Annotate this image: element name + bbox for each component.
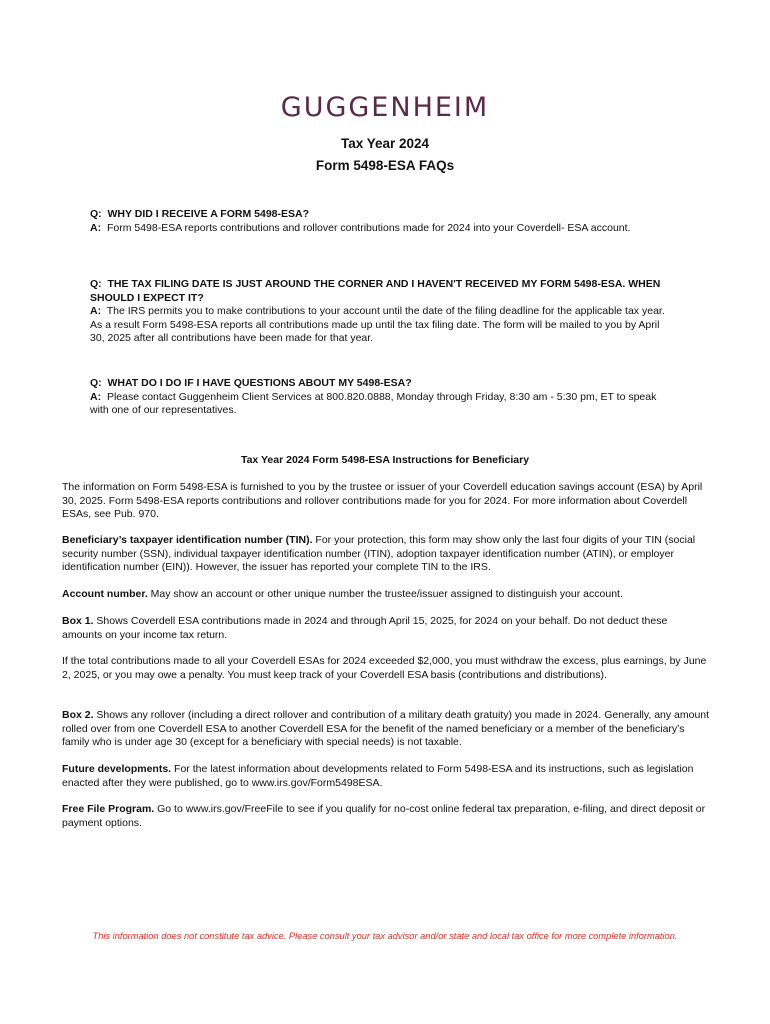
faq-question: Q: THE TAX FILING DATE IS JUST AROUND THE CORNER AND I HAVEN'T RECEIVED MY FORM 5498-ESA. WHEN SHOULD I EXPECT IT?	[90, 278, 661, 304]
instructions-tin: Beneficiary’s taxpayer identification number (TIN). For your protection, this form may show only the last four digits of your TIN (social security number (SSN), individual taxpayer identification number (ITIN), adoption taxpayer identification number (ATIN), or employer identification number (EIN)). However, the issuer has reported your complete TIN to the IRS.	[62, 534, 696, 574]
faq-question: Q: WHAT DO I DO IF I HAVE QUESTIONS ABOUT MY 5498-ESA?	[90, 377, 412, 389]
instructions-title: Tax Year 2024 Form 5498-ESA Instructions for Beneficiary	[240, 454, 530, 466]
faq-item	[90, 377, 670, 418]
instructions-box2: Box 2. Shows any rollover (including a direct rollover and contribution of a military death gratuity) you made in 2024. Generally, any amount rolled over from one Coverdell ESA to another Coverdell ESA for the benefit of the named beneficiary or a member of the beneficiary’s family who is under age 30 (except for a beneficiary with special needs) is not taxable.	[62, 709, 710, 749]
faq-answer: A: Please contact Guggenheim Client Services at 800.820.0888, Monday through Friday, 8:30 am - 5:30 pm, ET to speak with one of our representatives.	[90, 390, 657, 416]
instructions-free-file: Free File Program. Go to www.irs.gov/FreeFile to see if you qualify for no-cost online federal tax preparation, e-filing, and direct deposit or payment options.	[62, 803, 706, 829]
instructions-account-number: Account number. May show an account or other unique number the trustee/issuer assigned to distinguish your account.	[62, 588, 623, 600]
instructions-future-developments: Future developments. For the latest information about developments related to Form 5498-ESA and its instructions, such as legislation enacted after they were published, go to www.irs.gov/Form5498ESA.	[62, 763, 694, 789]
faq-answer: A: Form 5498-ESA reports contributions and rollover contributions made for 2024 into your Coverdell- ESA account.	[90, 221, 631, 234]
instructions-excess-contributions: If the total contributions made to all your Coverdell ESAs for 2024 exceeded $2,000, you must withdraw the excess, plus earnings, by June 2, 2025, or you may owe a penalty. You must keep track of your Coverdell ESA basis (contributions and distributions).	[62, 655, 707, 681]
document-title-form: Form 5498-ESA FAQs	[315, 158, 455, 173]
faq-item	[90, 208, 670, 235]
faq-question: Q: WHY DID I RECEIVE A FORM 5498-ESA?	[90, 208, 309, 220]
faq-answer: A: The IRS permits you to make contributions to your account until the date of the filing deadline for the applicable tax year. As a result Form 5498-ESA reports all contributions made up until the tax filing date. The form will be mailed to you by April 30, 2025 after all contributions have been made for that year.	[90, 305, 665, 344]
document-title-year: Tax Year 2024	[340, 136, 430, 151]
guggenheim-logo: GUGGENHEIM	[280, 92, 490, 123]
instructions-intro: The information on Form 5498-ESA is furnished to you by the trustee or issuer of your Coverdell education savings account (ESA) by April 30, 2025. Form 5498-ESA reports contributions and rollover contributions made for you for 2024. For more information about Coverdell ESAs, see Pub. 970.	[62, 481, 703, 521]
instructions-box1: Box 1. Shows Coverdell ESA contributions made in 2024 and through April 15, 2025, for 2024 on your behalf. Do not deduct these amounts on your income tax return.	[62, 615, 668, 641]
faq-item	[90, 278, 670, 346]
disclaimer-footer: This information does not constitute tax advice. Please consult your tax advisor and/or state and local tax office for more complete information.	[92, 931, 678, 941]
